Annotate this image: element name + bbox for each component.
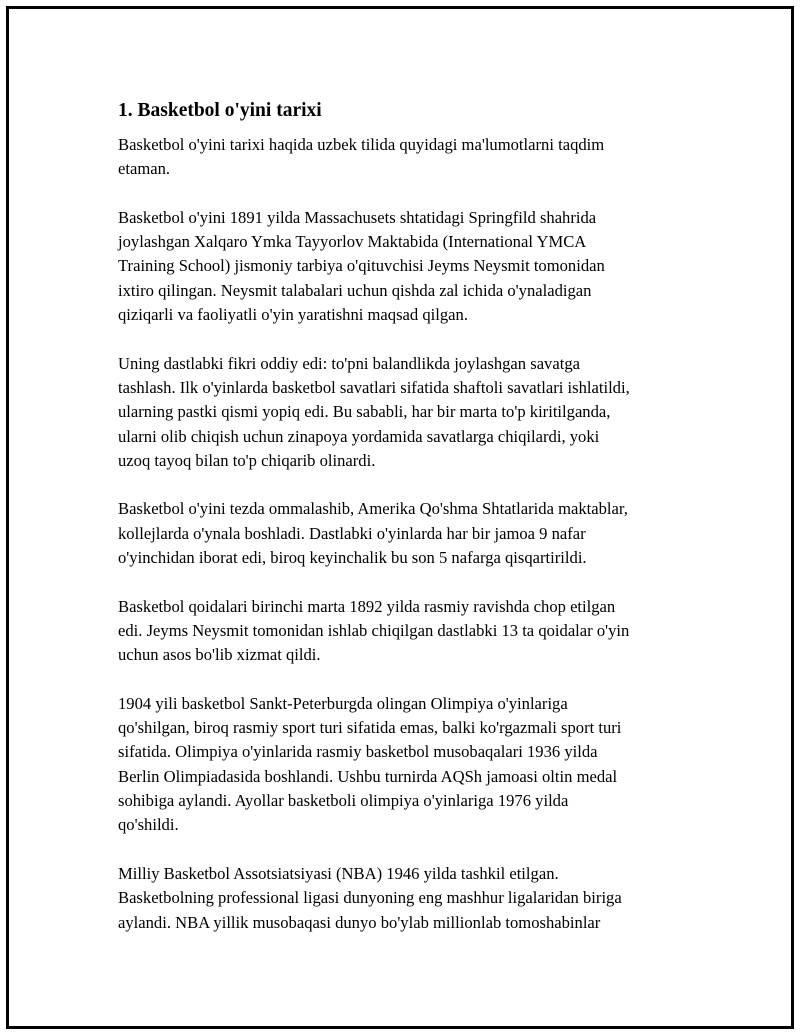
paragraph-line: Uning dastlabki fikri oddiy edi: to'pni balandlikda joylashgan savatga [118, 353, 580, 373]
paragraph [118, 497, 718, 570]
paragraph [118, 595, 718, 668]
paragraph [118, 133, 718, 182]
paragraph-line: Basketbol o'yini tarixi haqida uzbek tilida quyidagi ma'lumotlarni taqdim [118, 135, 605, 154]
paragraph-line: 1904 yili basketbol Sankt-Peterburgda olingan Olimpiya o'yinlariga [118, 693, 568, 713]
paragraph-line: etaman. [118, 159, 171, 179]
paragraph-line: uzoq tayoq bilan to'p chiqarib olinardi. [118, 450, 376, 470]
paragraph-list [118, 133, 718, 935]
paragraph-line: Basketbol qoidalari birinchi marta 1892 yilda rasmiy ravishda chop etilgan [118, 596, 616, 616]
paragraph-line: aylandi. NBA yillik musobaqasi dunyo bo'ylab millionlab tomoshabinlar [118, 912, 601, 932]
paragraph-line: o'yinchidan iborat edi, biroq keyinchalik bu son 5 nafarga qisqartirildi. [118, 548, 587, 568]
document-body [118, 97, 718, 959]
paragraph-line: kollejlarda o'ynala boshladi. Dastlabki o'yinlarda har bir jamoa 9 nafar [118, 523, 586, 543]
paragraph-line: sohibiga aylandi. Ayollar basketboli olimpiya o'yinlariga 1976 yilda [118, 791, 569, 811]
paragraph-line: tashlash. Ilk o'yinlarda basketbol savatlari sifatida shaftoli savatlari ishlatildi, [118, 377, 630, 397]
paragraph-line: Basketbolning professional ligasi dunyoning eng mashhur ligalaridan biriga [118, 888, 622, 908]
paragraph-line: qiziqarli va faoliyatli o'yin yaratishni maqsad qilgan. [118, 305, 468, 325]
paragraph-line: Basketbol o'yini 1891 yilda Massachusets shtatidagi Springfild shahrida [118, 207, 597, 227]
paragraph [118, 692, 718, 838]
paragraph-line: edi. Jeyms Neysmit tomonidan ishlab chiqilgan dastlabki 13 ta qoidalar o'yin [118, 620, 630, 640]
paragraph-line: qo'shildi. [118, 815, 179, 835]
paragraph [118, 352, 718, 473]
paragraph [118, 862, 718, 935]
paragraph-line: Basketbol o'yini tezda ommalashib, Amerika Qo'shma Shtatlarida maktablar, [118, 499, 628, 519]
paragraph-line: ularning pastki qismi yopiq edi. Bu sababli, har bir marta to'p kiritilganda, [118, 402, 611, 422]
paragraph-line: qo'shilgan, biroq rasmiy sport turi sifatida emas, balki ko'rgazmali sport turi [118, 718, 622, 738]
paragraph-line: joylashgan Xalqaro Ymka Tayyorlov Maktabida (International YMCA [118, 232, 587, 252]
section-heading: 1. Basketbol o'yini tarixi [118, 100, 322, 121]
paragraph-line: uchun asos bo'lib xizmat qildi. [118, 645, 321, 665]
paragraph-line: Milliy Basketbol Assotsiatsiyasi (NBA) 1946 yilda tashkil etilgan. [118, 863, 559, 883]
paragraph-line: ularni olib chiqish uchun zinapoya yordamida savatlarga chiqilardi, yoki [118, 426, 600, 446]
paragraph-line: ixtiro qilingan. Neysmit talabalari uchun qishda zal ichida o'ynaladigan [118, 280, 592, 300]
page-frame [6, 6, 794, 1029]
paragraph-line: Training School) jismoniy tarbiya o'qituvchisi Jeyms Neysmit tomonidan [118, 256, 605, 276]
paragraph-line: Berlin Olimpiadasida boshlandi. Ushbu turnirda AQSh jamoasi oltin medal [118, 766, 618, 786]
paragraph [118, 206, 718, 327]
paragraph-line: sifatida. Olimpiya o'yinlarida rasmiy basketbol musobaqalari 1936 yilda [118, 742, 598, 762]
